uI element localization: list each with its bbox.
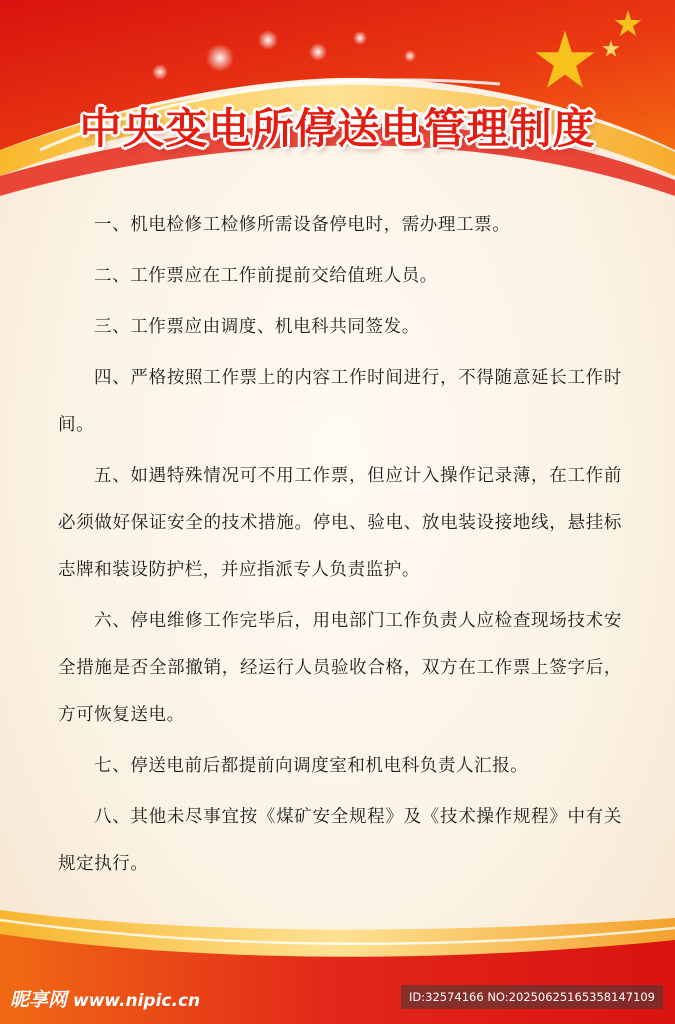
regulation-item: 六、停电维修工作完毕后，用电部门工作负责人应检查现场技术安全措施是否全部撤销，经运行人员验收合格，双方在工作票上签字后，方可恢复送电。 xyxy=(58,611,622,725)
watermark-url: www.nipic.cn xyxy=(73,991,201,1011)
regulation-item: 一、机电检修工检修所需设备停电时，需办理工票。 xyxy=(94,215,511,235)
star-icon xyxy=(534,30,596,90)
regulation-body xyxy=(58,202,622,892)
regulation-item: 七、停送电前后都提前向调度室和机电科负责人汇报。 xyxy=(94,756,529,776)
regulation-item: 三、工作票应由调度、机电科共同签发。 xyxy=(94,317,420,337)
star-icon xyxy=(602,40,620,57)
star-icon xyxy=(614,10,642,37)
watermark-logo xyxy=(10,984,200,1016)
poster-title: 中央变电所停送电管理制度 xyxy=(79,104,596,153)
regulation-item: 二、工作票应在工作前提前交给值班人员。 xyxy=(94,266,438,286)
regulation-item: 八、其他未尽事宜按《煤矿安全规程》及《技术操作规程》中有关规定执行。 xyxy=(58,807,622,874)
regulation-item: 四、严格按照工作票上的内容工作时间进行，不得随意延长工作时间。 xyxy=(58,368,622,435)
watermark-id: ID:32574166 NO:20250625165358147109 xyxy=(401,985,663,1009)
watermark-logo-text: 昵享网 xyxy=(10,989,68,1011)
regulation-item: 五、如遇特殊情况可不用工作票，但应计入操作记录薄，在工作前必须做好保证安全的技术措施。停电、验电、放电装设接地线，悬挂标志牌和装设防护栏，并应指派专人负责监护。 xyxy=(58,466,622,580)
